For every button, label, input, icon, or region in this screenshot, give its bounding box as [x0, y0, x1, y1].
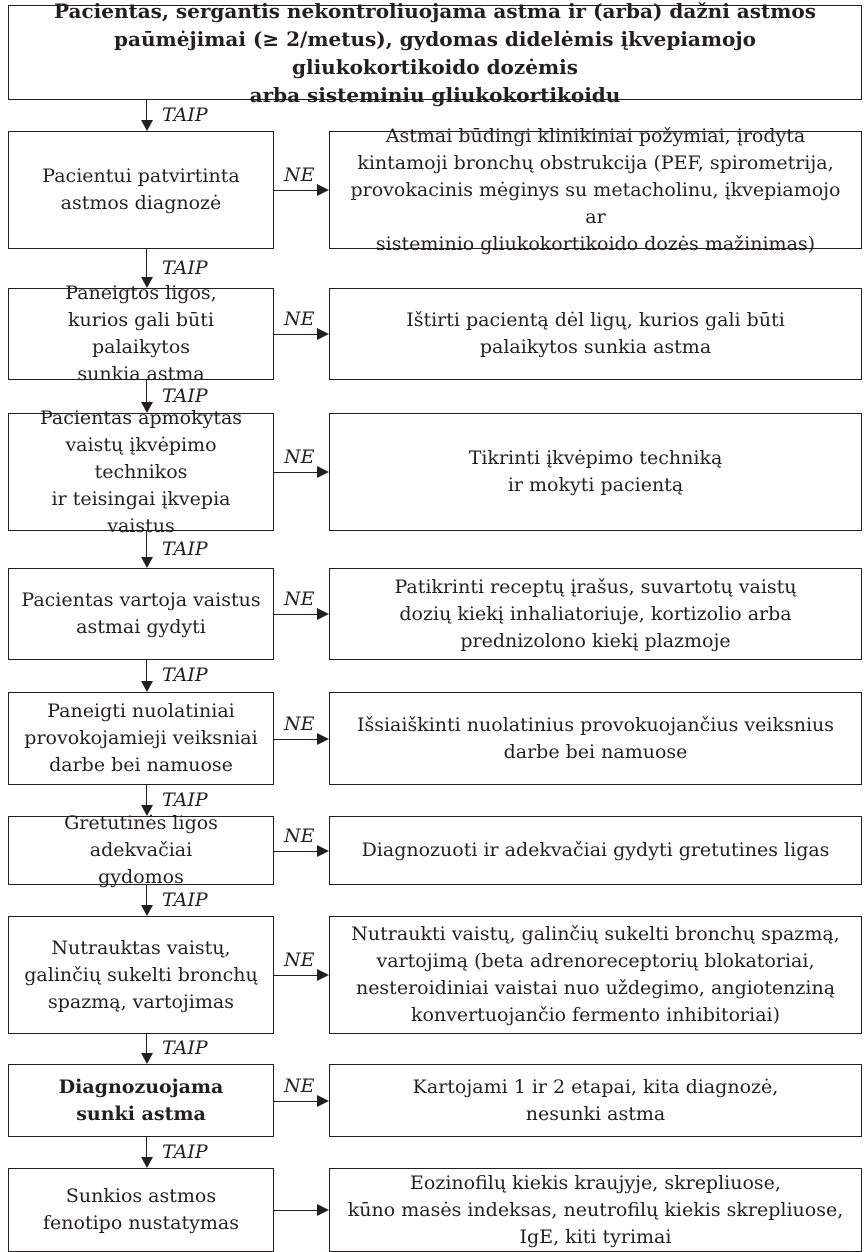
action-box — [329, 692, 862, 785]
step-box — [8, 1064, 274, 1137]
right-arrow-line — [274, 190, 319, 191]
step-text: Gretutinės ligos adekvačiai gydomos — [64, 812, 218, 888]
yes-label: TAIP — [162, 538, 208, 560]
right-arrow-line — [274, 472, 319, 473]
action-box — [329, 916, 862, 1034]
right-arrow-icon — [317, 733, 329, 745]
no-label: NE — [284, 446, 315, 468]
right-arrow-line — [274, 851, 319, 852]
no-label: NE — [284, 825, 315, 847]
header-box — [8, 0, 862, 107]
down-arrow-line — [146, 100, 147, 121]
yes-label: TAIP — [162, 385, 208, 407]
step-text: Nutrauktas vaistų, galinčių sukelti bronchų spazmą, vartojimas — [24, 936, 258, 1013]
action-text: Astmai būdingi klinikiniai požymiai, įrodyta kintamoji bronchų obstrukcija (PEF, spirometrija, provokacinis mėginys su metacholinu, įkvepiamojo ar sisteminio gliukokortikoido dozės mažinimas) — [350, 124, 841, 255]
step-box — [8, 406, 274, 537]
action-box — [329, 413, 862, 531]
step-text: Diagnozuojama sunki astma — [58, 1075, 224, 1125]
step-box — [8, 131, 274, 249]
no-label: NE — [284, 1075, 315, 1097]
no-label: NE — [284, 164, 315, 186]
step-text: Pacientas vartoja vaistus astmai gydyti — [21, 589, 261, 638]
action-box — [329, 1168, 862, 1252]
down-arrow-icon — [141, 1053, 153, 1064]
right-arrow-line — [274, 614, 319, 615]
action-box — [329, 1064, 862, 1137]
step-box — [8, 916, 274, 1034]
down-arrow-icon — [141, 557, 153, 568]
yes-label: TAIP — [162, 104, 208, 126]
right-arrow-icon — [317, 184, 329, 196]
down-arrow-line — [146, 1034, 147, 1054]
step-box — [8, 812, 274, 888]
down-arrow-icon — [141, 905, 153, 916]
right-arrow-icon — [317, 969, 329, 981]
yes-label: TAIP — [162, 257, 208, 279]
down-arrow-line — [146, 1137, 147, 1158]
step-text: Paneigtos ligos, kurios gali būti palaikytos sunkia astma — [65, 282, 217, 385]
right-arrow-icon — [317, 1204, 329, 1216]
action-box — [329, 816, 862, 885]
down-arrow-icon — [141, 120, 153, 131]
no-label: NE — [284, 588, 315, 610]
action-text: Eozinofilų kiekis kraujyje, skrepliuose, kūno masės indeksas, neutrofilų kiekis skrepliuose, IgE, kiti tyrimai — [347, 1171, 844, 1248]
right-arrow-line — [274, 334, 319, 335]
right-arrow-line — [274, 1101, 319, 1102]
step-text: Pacientui patvirtinta astmos diagnozė — [42, 165, 240, 214]
step-box — [8, 568, 274, 660]
down-arrow-line — [146, 249, 147, 278]
action-text: Išsiaiškinti nuolatinius provokuojančius veiksnius darbe bei namuose — [356, 713, 835, 763]
right-arrow-line — [274, 975, 319, 976]
action-text: Tikrinti įkvėpimo techniką ir mokyti pacientą — [468, 447, 723, 496]
action-text: Kartojami 1 ir 2 etapai, kita diagnozė, nesunki astma — [412, 1075, 779, 1125]
yes-label: TAIP — [162, 1037, 208, 1059]
right-arrow-icon — [317, 608, 329, 620]
action-text: Nutraukti vaistų, galinčių sukelti bronchų spazmą, vartojimą (beta adrenoreceptorių blokatoriai, nesteroidiniai vaistai nuo uždegimo, angiotenziną konvertuojančio fermento inhibitoriai) — [351, 923, 840, 1026]
header-text: Pacientas, sergantis nekontroliuojama astma ir (arba) dažni astmos paūmėjimai (≥ 2/metus), gydomas didelėmis įkvepiamojo gliukokortikoido dozėmis arba sisteminiu gliukokortikoidu — [53, 0, 816, 107]
right-arrow-line — [274, 739, 319, 740]
down-arrow-icon — [141, 1157, 153, 1168]
yes-label: TAIP — [162, 789, 208, 811]
down-arrow-icon — [141, 681, 153, 692]
action-text: Patikrinti receptų įrašus, suvartotų vaistų dozių kiekį inhaliatoriuje, kortizolio arba prednizolono kiekį plazmoje — [394, 575, 797, 652]
right-arrow-icon — [317, 328, 329, 340]
down-arrow-line — [146, 785, 147, 806]
right-arrow-icon — [317, 466, 329, 478]
step-text: Paneigti nuolatiniai provokojamieji veiksniai darbe bei namuose — [24, 700, 258, 776]
yes-label: TAIP — [162, 889, 208, 911]
right-arrow-line — [274, 1210, 319, 1211]
action-box — [329, 124, 862, 255]
action-text: Diagnozuoti ir adekvačiai gydyti gretutines ligas — [361, 839, 830, 861]
down-arrow-line — [146, 660, 147, 682]
yes-label: TAIP — [162, 664, 208, 686]
yes-label: TAIP — [162, 1141, 208, 1163]
right-arrow-icon — [317, 1095, 329, 1107]
right-arrow-icon — [317, 845, 329, 857]
step-text: Pacientas apmokytas vaistų įkvėpimo technikos ir teisingai įkvepia vaistus — [39, 406, 243, 537]
action-text: Ištirti pacientą dėl ligų, kurios gali būti palaikytos sunkia astma — [406, 309, 785, 358]
no-label: NE — [284, 308, 315, 330]
step-box — [8, 1168, 274, 1252]
no-label: NE — [284, 713, 315, 735]
action-box — [329, 288, 862, 380]
action-box — [329, 568, 862, 660]
step-box — [8, 692, 274, 785]
no-label: NE — [284, 949, 315, 971]
step-text: Sunkios astmos fenotipo nustatymas — [43, 1185, 239, 1234]
step-box — [8, 282, 274, 385]
